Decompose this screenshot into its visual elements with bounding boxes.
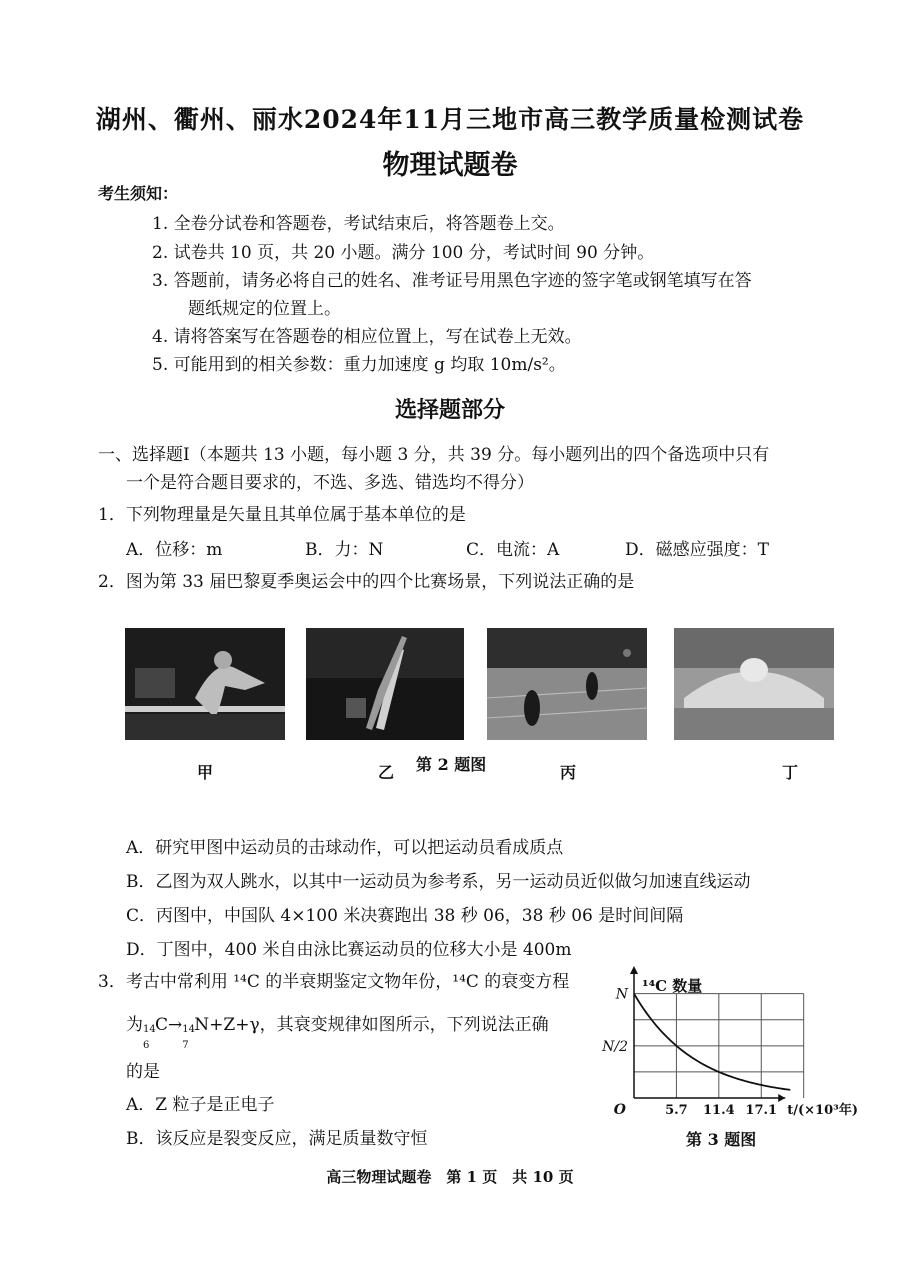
x-tick-label: 11.4 — [703, 1103, 735, 1118]
question-1-option-c: C．电流：A — [466, 540, 560, 560]
question-2-option-b: B．乙图为双人跳水，以其中一运动员为参考系，另一运动员近似做匀加速直线运动 — [126, 872, 751, 892]
y-axis-arrow — [630, 966, 638, 974]
notice-item: 题纸规定的位置上。 — [188, 299, 341, 319]
notice-item: 3. 答题前，请务必将自己的姓名、准考证号用黑色字迹的签字笔或钢笔填写在答 — [152, 271, 752, 291]
figure-2-caption: 第 2 题图 — [416, 755, 487, 774]
photo-diving — [306, 628, 464, 740]
notice-item: 5. 可能用到的相关参数：重力加速度 g 均取 10m/s²。 — [152, 355, 566, 375]
reaction-arrow: → — [168, 1015, 183, 1035]
x-tick-label: 17.1 — [745, 1103, 778, 1118]
x-axis-label: t/(×10³年) — [787, 1103, 858, 1118]
nitrogen-atomic-number: 7 — [182, 1040, 189, 1051]
photo-sprint — [487, 628, 647, 740]
y-axis-label: ¹⁴C 数量 — [642, 977, 703, 995]
question-2-option-c: C．丙图中，中国队 4×100 米决赛跑出 38 秒 06，38 秒 06 是时间间隔 — [126, 906, 684, 926]
question-1-stem: 1．下列物理量是矢量且其单位属于基本单位的是 — [98, 505, 466, 525]
origin-label: O — [613, 1102, 626, 1118]
carbon-symbol: C — [155, 1015, 169, 1035]
photo-swimming — [674, 628, 834, 740]
question-3-option-a: A．Z 粒子是正电子 — [126, 1095, 275, 1115]
y-tick-label: N — [615, 986, 628, 1003]
question-3-stem-line-3: 的是 — [126, 1062, 160, 1082]
y-tick-label: N/2 — [602, 1038, 628, 1055]
photo-label-bing: 丙 — [560, 763, 577, 782]
notice-item: 4. 请将答案写在答题卷的相应位置上，写在试卷上无效。 — [152, 327, 582, 347]
nitrogen-mass-number: 14 — [182, 1024, 195, 1035]
subject-title: 物理试题卷 — [382, 150, 518, 181]
notice-item: 1. 全卷分试卷和答题卷，考试结束后，将答题卷上交。 — [152, 214, 565, 234]
part-instruction-line-1: 一、选择题Ⅰ（本题共 13 小题，每小题 3 分，共 39 分。每小题列出的四个备选项中只有 — [98, 445, 770, 465]
x-axis-arrow — [778, 1094, 785, 1102]
question-1-option-b: B．力：N — [305, 540, 384, 560]
question-3-equation-line — [126, 1010, 549, 1051]
section-title: 选择题部分 — [394, 397, 505, 423]
figure-3-caption: 第 3 题图 — [686, 1130, 757, 1149]
notice-item: 2. 试卷共 10 页，共 20 小题。满分 100 分，考试时间 90 分钟。 — [152, 243, 655, 263]
question-2-option-d: D．丁图中，400 米自由泳比赛运动员的位移大小是 400m — [126, 940, 572, 960]
question-1-option-a: A．位移：m — [126, 540, 223, 560]
question-2-stem: 2．图为第 33 届巴黎夏季奥运会中的四个比赛场景，下列说法正确的是 — [98, 572, 635, 592]
question-3-stem-line-1: 3．考古中常利用 ¹⁴C 的半衰期鉴定文物年份，¹⁴C 的衰变方程 — [98, 972, 570, 992]
decay-chart — [590, 965, 858, 1125]
page-footer: 高三物理试题卷 第 1 页 共 10 页 — [326, 1168, 574, 1186]
photo-label-ding: 丁 — [782, 763, 799, 782]
equation-prefix: 为 — [126, 1015, 143, 1035]
carbon-mass-number: 14 — [143, 1024, 156, 1035]
x-tick-label: 5.7 — [665, 1103, 688, 1118]
exam-header-title: 湖州、衢州、丽水2024年11月三地市高三教学质量检测试卷 — [95, 105, 805, 134]
equation-suffix: +Z+γ，其衰变规律如图所示，下列说法正确 — [209, 1015, 549, 1035]
question-1-option-d: D．磁感应强度：T — [625, 540, 769, 560]
photo-label-yi: 乙 — [378, 763, 395, 782]
notice-heading: 考生须知： — [98, 184, 179, 203]
decay-curve — [634, 994, 790, 1090]
question-3-option-b: B．该反应是裂变反应，满足质量数守恒 — [126, 1129, 428, 1149]
question-2-option-a: A．研究甲图中运动员的击球动作，可以把运动员看成质点 — [126, 838, 564, 858]
photo-table-tennis — [125, 628, 285, 740]
carbon-atomic-number: 6 — [143, 1040, 150, 1051]
photo-label-jia: 甲 — [197, 763, 214, 782]
part-instruction-line-2: 一个是符合题目要求的，不选、多选、错选均不得分） — [126, 473, 534, 493]
nitrogen-symbol: N — [194, 1015, 210, 1035]
